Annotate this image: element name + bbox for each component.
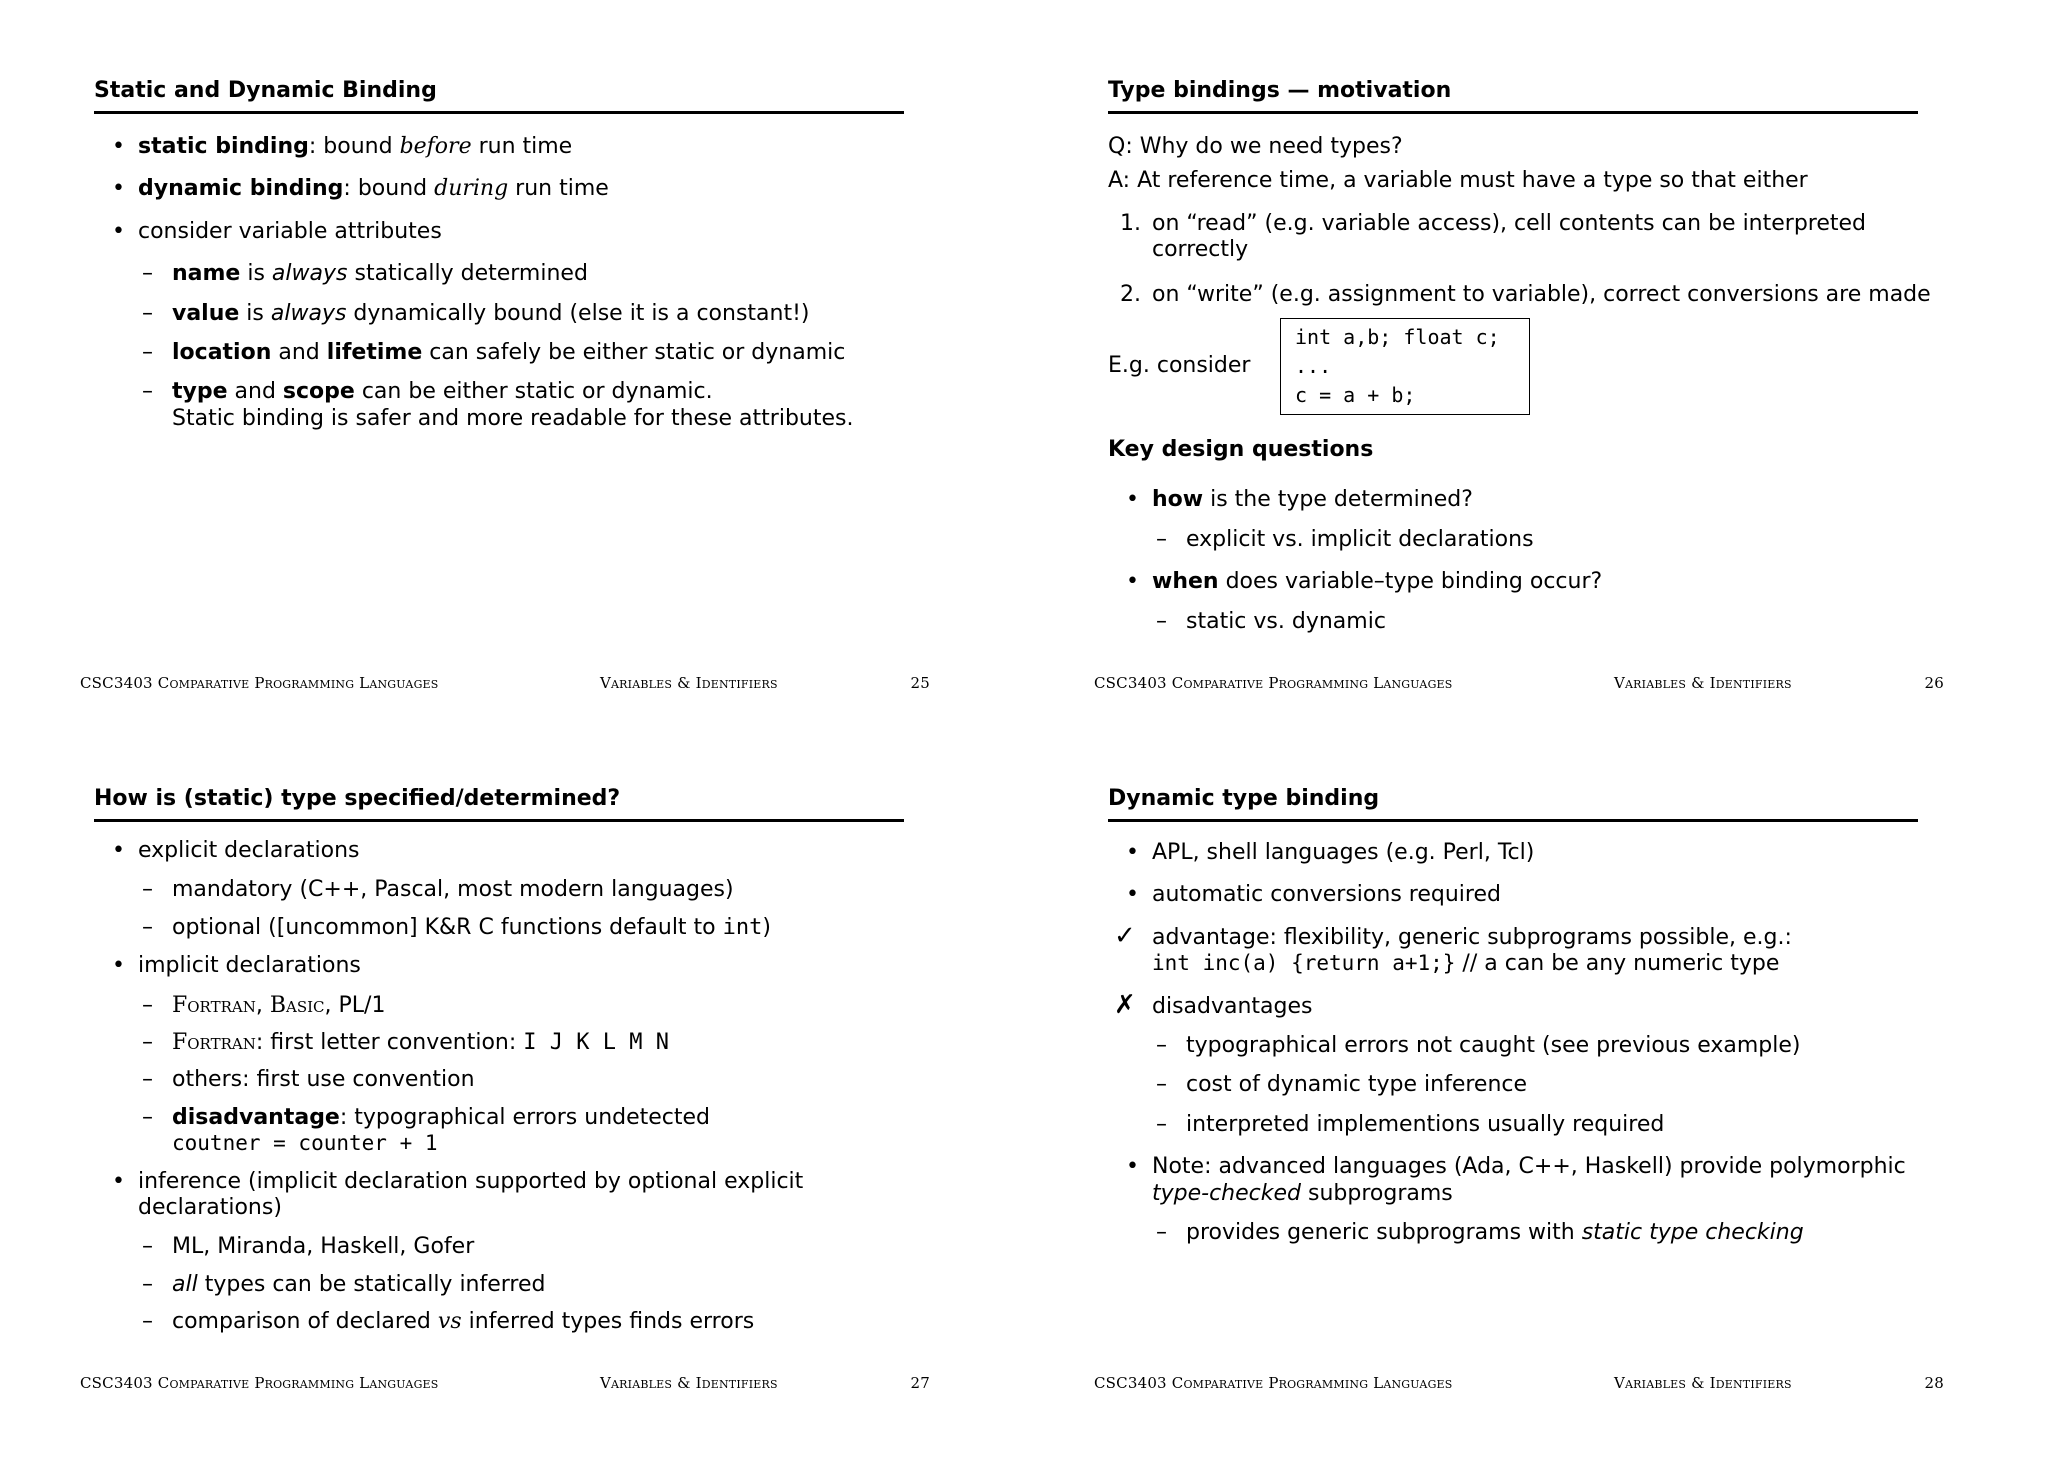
slide-28: Dynamic type binding • APL, shell languages (e.g. Perl, Tcl) • automatic conversions required ✓ advantage: flexibility, generic subprograms possible, e.g.: int inc(a) {return a+1;} // a can be any numeric type ✗ disadvantages – typographical errors not caught (see previous example) – cost of dynamic type inference – interpreted implementions usually required • Note: advanced languages (Ada, C++, Haskell) provide polymorphic type-checked subprograms – provides generic subprograms with static type checking CSC3403 Comparative Programming Languages Variables & Identifiers 28: [1094, 780, 1974, 1460]
list-item: • static binding: bound before run time: [112, 134, 573, 159]
slide-title: Type bindings — motivation: [1108, 78, 1918, 114]
bullet-icon: •: [112, 134, 125, 159]
slide-title: How is (static) type specified/determined?: [94, 786, 904, 822]
list-item: • inference (implicit declaration supported by optional explicit declarations): [112, 1168, 804, 1220]
sub-list-item: – location and lifetime can safely be either static or dynamic: [142, 339, 846, 365]
code-box: int a,b; float c; ... c = a + b;: [1280, 318, 1530, 415]
sub-list-item: – provides generic subprograms with static type checking: [1156, 1219, 1804, 1245]
cross-icon: ✗: [1114, 989, 1136, 1020]
bullet-icon: •: [1126, 569, 1139, 595]
sub-list-item: – disadvantage: typographical errors undetected coutner = counter + 1: [142, 1104, 711, 1156]
slide-content: [1108, 840, 1948, 1259]
slide-title: Static and Dynamic Binding: [94, 78, 904, 114]
dash-icon: –: [142, 339, 153, 365]
bullet-icon: •: [112, 218, 125, 244]
list-item: • automatic conversions required: [1126, 882, 1501, 908]
slide-content: [94, 134, 934, 445]
sub-list-item: – interpreted implementions usually required: [1156, 1111, 1665, 1137]
bullet-icon: •: [1126, 882, 1139, 908]
dash-icon: –: [1156, 526, 1167, 552]
dash-icon: –: [142, 261, 153, 287]
list-item: • APL, shell languages (e.g. Perl, Tcl): [1126, 840, 1535, 865]
question: Q: Why do we need types?: [1108, 134, 1403, 159]
list-item: • implicit declarations: [112, 953, 361, 979]
list-item: 1. on “read” (e.g. variable access), cell contents can be interpreted correctly: [1120, 210, 1867, 263]
slide-content: [94, 838, 934, 1348]
bullet-icon: •: [112, 953, 125, 979]
sub-list-item: – comparison of declared vs inferred types finds errors: [142, 1309, 755, 1335]
dash-icon: –: [142, 1104, 153, 1130]
dash-icon: –: [142, 1309, 153, 1335]
list-item: • dynamic binding: bound during run time: [112, 176, 609, 202]
slide-title: Dynamic type binding: [1108, 786, 1918, 822]
dash-icon: –: [1156, 1072, 1167, 1098]
checkmark-icon: ✓: [1114, 920, 1136, 951]
bullet-icon: •: [112, 176, 125, 202]
page-number: 27: [910, 1374, 930, 1392]
example-row: E.g. consider int a,b; float c; ... c = a + b;: [1108, 318, 1948, 415]
sub-list-item: – type and scope can be either static or dynamic. Static binding is safer and more readable for these attributes.: [142, 379, 854, 431]
list-item: ✗ disadvantages: [1114, 989, 1313, 1020]
slide-27: How is (static) type specified/determined? • explicit declarations – mandatory (C++, Pascal, most modern languages) – optional ([uncommon] K&R C functions default to int) • implicit declarations – Fortran, Basic, PL/1 – Fortran: first letter convention: I J K L M N – others: first use convention – disadvantage: typographical errors undetected coutner = counter + 1 • inference (implicit declaration supported by optional explicit declarations) – ML, Miranda, Haskell, Gofer – all types can be statically inferred – comparison of declared vs inferred types finds errors CSC3403 Comparative Programming Languages Variables & Identifiers 27: [80, 780, 960, 1460]
list-item: 2. on “write” (e.g. assignment to variable), correct conversions are made: [1120, 281, 1931, 307]
sub-list-item: – explicit vs. implicit declarations: [1156, 526, 1534, 552]
sub-list-item: – typographical errors not caught (see previous example): [1156, 1032, 1801, 1058]
bullet-icon: •: [1126, 840, 1139, 865]
bullet-icon: •: [1126, 1154, 1139, 1180]
dash-icon: –: [142, 914, 153, 940]
bullet-icon: •: [1126, 487, 1139, 513]
section-heading: Key design questions: [1108, 436, 1374, 462]
dash-icon: –: [1156, 1032, 1167, 1058]
slide-25: Static and Dynamic Binding • static binding: bound before run time • dynamic binding: bound during run time • consider variable attributes – name is always statically determined – value is always dynamically bound (else it is a constant!) – location and lifetime can safely be either static or dynamic – type and scope can be either static or dynamic. Static binding is safer and more readable for these attributes. CSC3403 Comparative Programming Languages Variables & Identifiers 25: [80, 72, 960, 752]
slide-26: Type bindings — motivation Q: Why do we need types? A: At reference time, a variable must have a type so that either 1. on “read” (e.g. variable access), cell contents can be interpreted correctly 2. on “write” (e.g. assignment to variable), correct conversions are made E.g. consider int a,b; float c; ... c = a + b; Key design questions • how is the type determined? – explicit vs. implicit declarations • when does variable–type binding occur? – static vs. dynamic CSC3403 Comparative Programming Languages Variables & Identifiers 26: [1094, 72, 1974, 752]
page-number: 26: [1924, 674, 1944, 692]
dash-icon: –: [1156, 608, 1167, 634]
sub-list-item: – ML, Miranda, Haskell, Gofer: [142, 1234, 475, 1260]
list-item: • consider variable attributes: [112, 218, 442, 244]
list-item: • Note: advanced languages (Ada, C++, Haskell) provide polymorphic type-checked subprograms: [1126, 1154, 1906, 1206]
sub-list-item: – mandatory (C++, Pascal, most modern languages): [142, 877, 734, 903]
dash-icon: –: [142, 379, 153, 405]
dash-icon: –: [142, 1271, 153, 1297]
bullet-icon: •: [112, 1168, 125, 1194]
slide-content: [1108, 134, 1948, 648]
dash-icon: –: [142, 1234, 153, 1260]
sub-list-item: – others: first use convention: [142, 1067, 475, 1093]
list-item: • when does variable–type binding occur?: [1126, 569, 1603, 595]
dash-icon: –: [1156, 1219, 1167, 1245]
page-number: 28: [1924, 1374, 1944, 1392]
bullet-icon: •: [112, 838, 125, 863]
sub-list-item: – cost of dynamic type inference: [1156, 1072, 1528, 1098]
list-item: ✓ advantage: flexibility, generic subprograms possible, e.g.: int inc(a) {return a+1;} // a can be any numeric type: [1114, 920, 1792, 977]
dash-icon: –: [142, 1029, 153, 1055]
dash-icon: –: [142, 992, 153, 1018]
sub-list-item: – Fortran, Basic, PL/1: [142, 992, 386, 1018]
dash-icon: –: [142, 877, 153, 903]
sub-list-item: – value is always dynamically bound (else it is a constant!): [142, 300, 810, 326]
sub-list-item: – name is always statically determined: [142, 261, 588, 287]
dash-icon: –: [1156, 1111, 1167, 1137]
sub-list-item: – all types can be statically inferred: [142, 1271, 546, 1297]
sub-list-item: – Fortran: first letter convention: I J K L M N: [142, 1029, 669, 1055]
dash-icon: –: [142, 300, 153, 326]
sub-list-item: – static vs. dynamic: [1156, 608, 1386, 634]
list-item: • how is the type determined?: [1126, 487, 1473, 513]
answer: A: At reference time, a variable must have a type so that either: [1108, 168, 1808, 194]
dash-icon: –: [142, 1067, 153, 1093]
page-number: 25: [910, 674, 930, 692]
sub-list-item: – optional ([uncommon] K&R C functions default to int): [142, 914, 771, 940]
list-item: • explicit declarations: [112, 838, 360, 863]
